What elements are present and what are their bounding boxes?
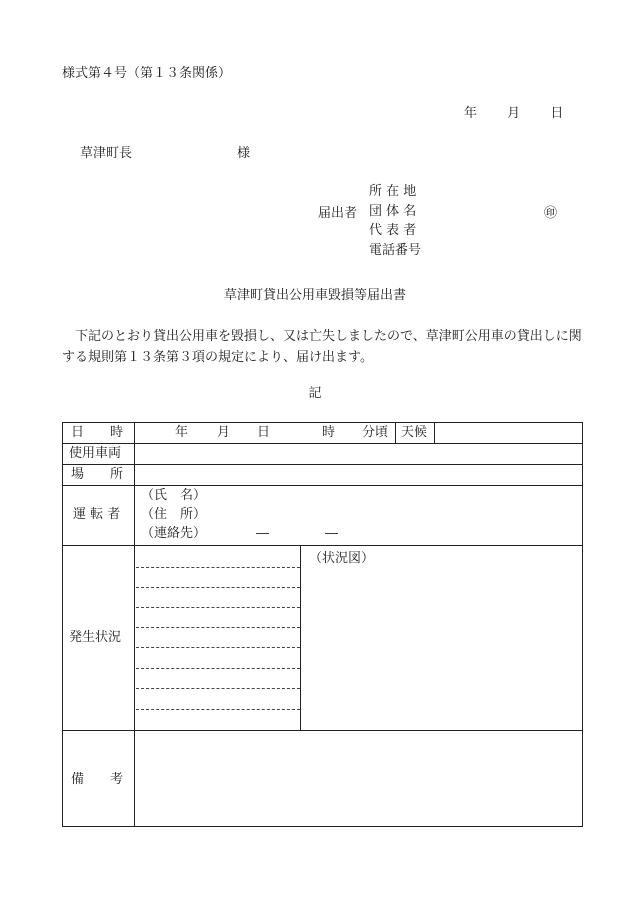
situation-divider [300,545,301,730]
situation-writing-line [136,688,300,689]
datetime-day: 日 [257,425,271,440]
label-datetime: 日 時 [71,425,124,440]
situation-writing-line [136,647,300,648]
applicant-field-phone: 電話番号 [369,242,422,258]
label-situation: 発生状況 [69,630,122,645]
addressee-name: 草津町長 [80,146,133,161]
driver-contact: （連絡先） [141,526,207,541]
form-number: 様式第４号（第１３条関係） [62,66,232,81]
contact-dash-1: ― [256,526,269,541]
applicant-fields [369,184,421,262]
situation-diagram-label: （状況図） [309,551,375,566]
driver-address: （住 所） [141,507,207,522]
situation-writing-line [136,587,300,588]
applicant-field-address: 所 在 地 [369,184,417,199]
situation-writing-line [136,567,300,568]
weather-divider [395,423,396,443]
datetime-weather: 天候 [401,425,428,440]
addressee [80,146,251,162]
label-place: 場 所 [71,467,124,482]
row-divider [63,443,582,444]
date-line [464,106,563,122]
applicant-field-group: 団 体 名 [369,203,417,219]
label-remarks: 備 考 [71,772,124,787]
datetime-minute: 分頃 [362,425,389,440]
applicant-field-representative: 代 表 者 [369,223,417,238]
datetime-year: 年 [175,425,189,440]
driver-name: （氏 名） [141,488,207,503]
body-text: 下記のとおり貸出公用車を毀損し、又は亡失しましたので、草津町公用車の貸出しに関する規則第１３条第３項の規定により、届け出ます。 [62,329,582,365]
addressee-honorific: 様 [237,146,251,161]
weather-divider [434,423,435,443]
date-day: 日 [550,106,564,121]
datetime-hour: 時 [322,425,336,440]
situation-writing-line [136,627,300,628]
label-driver: 運 転 者 [73,507,121,522]
row-divider [63,545,582,546]
row-divider [63,730,582,731]
datetime-month: 月 [217,425,231,440]
seal-mark: ㊞ [544,206,558,221]
label-column-divider [134,423,135,826]
ki-heading: 記 [308,386,322,401]
row-divider [63,485,582,486]
date-year: 年 [464,106,478,121]
situation-writing-line [136,607,300,608]
applicant-role: 届出者 [318,206,358,221]
date-month: 月 [507,106,521,121]
situation-writing-line [136,668,300,669]
document-title: 草津町貸出公用車毀損等届出書 [223,288,406,303]
label-vehicle: 使用車両 [69,446,122,461]
situation-writing-line [136,709,300,710]
report-table [62,422,583,827]
contact-dash-2: ― [325,526,338,541]
row-divider [63,464,582,465]
